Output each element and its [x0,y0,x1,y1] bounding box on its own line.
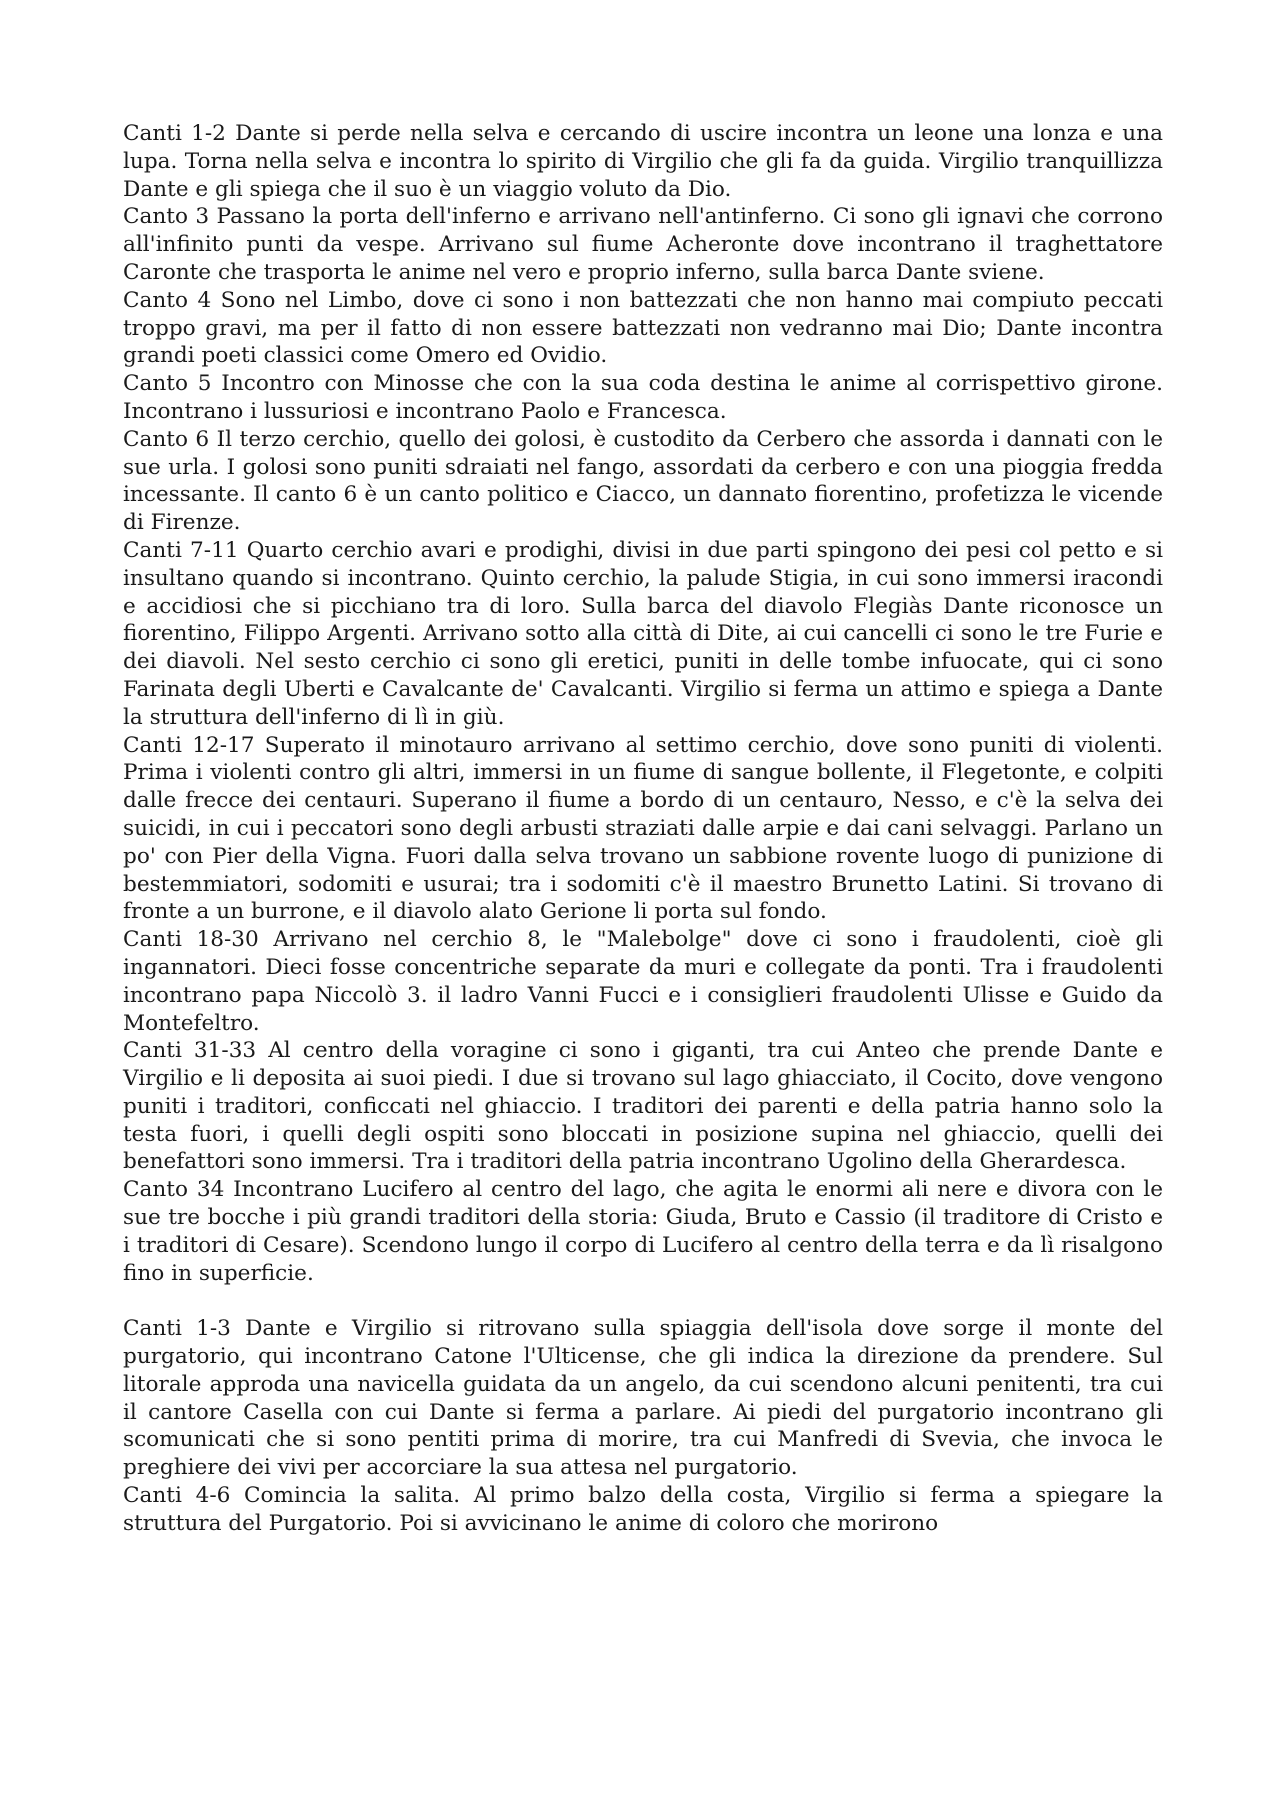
paragraph-canto-5: Canto 5 Incontro con Minosse che con la sua coda destina le anime al corrispettivo girone. Incontrano i lussuriosi e incontrano Paolo e Francesca. [123,371,1163,424]
paragraph-canto-6: Canto 6 Il terzo cerchio, quello dei golosi, è custodito da Cerbero che assorda i dannati con le sue urla. I golosi sono puniti sdraiati nel fango, assordati da cerbero e con una pioggia fredda incessante. Il canto 6 è un canto politico e Ciacco, un dannato fiorentino, profetizza le vicende di Firenze. [123,426,1163,536]
paragraph-purgatorio-canti-4-6: Canti 4-6 Comincia la salita. Al primo balzo della costa, Virgilio si ferma a spiegare la struttura del Purgatorio. Poi si avvicinano le anime di coloro che morirono [123,1483,1163,1536]
blank-line [123,1287,1163,1315]
paragraph-purgatorio-canti-1-3: Canti 1-3 Dante e Virgilio si ritrovano sulla spiaggia dell'isola dove sorge il monte del purgatorio, qui incontrano Catone l'Ulticense, che gli indica la direzione da prendere. Sul litorale approda una navicella guidata da un angelo, da cui scendono alcuni penitenti, tra cui il cantore Casella con cui Dante si ferma a parlare. Ai piedi del purgatorio incontrano gli scomunicati che si sono pentiti prima di morire, tra cui Manfredi di Svevia, che invoca le preghiere dei vivi per accorciare la sua attesa nel purgatorio. [123,1316,1163,1481]
paragraph-canto-3: Canto 3 Passano la porta dell'inferno e arrivano nell'antinferno. Ci sono gli ignavi che corrono all'infinito punti da vespe. Arrivano sul fiume Acheronte dove incontrano il traghettatore Caronte che trasporta le anime nel vero e proprio inferno, sulla barca Dante sviene. [123,204,1163,285]
document-page [123,120,1163,1538]
paragraph-canto-34: Canto 34 Incontrano Lucifero al centro del lago, che agita le enormi ali nere e divora con le sue tre bocche i più grandi traditori della storia: Giuda, Bruto e Cassio (il traditore di Cristo e i traditori di Cesare). Scendono lungo il corpo di Lucifero al centro della terra e da lì risalgono fino in superficie. [123,1177,1163,1286]
paragraph-canti-1-2: Canti 1-2 Dante si perde nella selva e cercando di uscire incontra un leone una lonza e una lupa. Torna nella selva e incontra lo spirito di Virgilio che gli fa da guida. Virgilio tranquillizza Dante e gli spiega che il suo è un viaggio voluto da Dio. [123,121,1163,202]
paragraph-canto-4: Canto 4 Sono nel Limbo, dove ci sono i non battezzati che non hanno mai compiuto peccati troppo gravi, ma per il fatto di non essere battezzati non vedranno mai Dio; Dante incontra grandi poeti classici come Omero ed Ovidio. [123,287,1163,369]
paragraph-canti-31-33: Canti 31-33 Al centro della voragine ci sono i giganti, tra cui Anteo che prende Dante e Virgilio e li deposita ai suoi piedi. I due si trovano sul lago ghiacciato, il Cocito, dove vengono puniti i traditori, conficcati nel ghiaccio. I traditori dei parenti e della patria hanno solo la testa fuori, i quelli degli ospiti sono bloccati in posizione supina nel ghiaccio, quelli dei benefattori sono immersi. Tra i traditori della patria incontrano Ugolino della Gherardesca. [123,1038,1163,1175]
paragraph-canti-12-17: Canti 12-17 Superato il minotauro arrivano al settimo cerchio, dove sono puniti di violenti. Prima i violenti contro gli altri, immersi in un fiume di sangue bollente, il Flegetonte, e colpiti dalle frecce dei centauri. Superano il fiume a bordo di un centauro, Nesso, e c'è la selva dei suicidi, in cui i peccatori sono degli arbusti straziati dalle arpie e dai cani selvaggi. Parlano un po' con Pier della Vigna. Fuori dalla selva trovano un sabbione rovente luogo di punizione di bestemmiatori, sodomiti e usurai; tra i sodomiti c'è il maestro Brunetto Latini. Si trovano di fronte a un burrone, e il diavolo alato Gerione li porta sul fondo. [123,732,1163,925]
paragraph-canti-18-30: Canti 18-30 Arrivano nel cerchio 8, le "Malebolge" dove ci sono i fraudolenti, cioè gli ingannatori. Dieci fosse concentriche separate da muri e collegate da ponti. Tra i fraudolenti incontrano papa Niccolò 3. il ladro Vanni Fucci e i consiglieri fraudolenti Ulisse e Guido da Montefeltro. [123,927,1163,1036]
paragraph-canti-7-11: Canti 7-11 Quarto cerchio avari e prodighi, divisi in due parti spingono dei pesi col petto e si insultano quando si incontrano. Quinto cerchio, la palude Stigia, in cui sono immersi iracondi e accidiosi che si picchiano tra di loro. Sulla barca del diavolo Flegiàs Dante riconosce un fiorentino, Filippo Argenti. Arrivano sotto alla città di Dite, ai cui cancelli ci sono le tre Furie e dei diavoli. Nel sesto cerchio ci sono gli eretici, puniti in delle tombe infuocate, qui ci sono Farinata degli Uberti e Cavalcante de' Cavalcanti. Virgilio si ferma un attimo e spiega a Dante la struttura dell'inferno di lì in giù. [123,537,1163,730]
